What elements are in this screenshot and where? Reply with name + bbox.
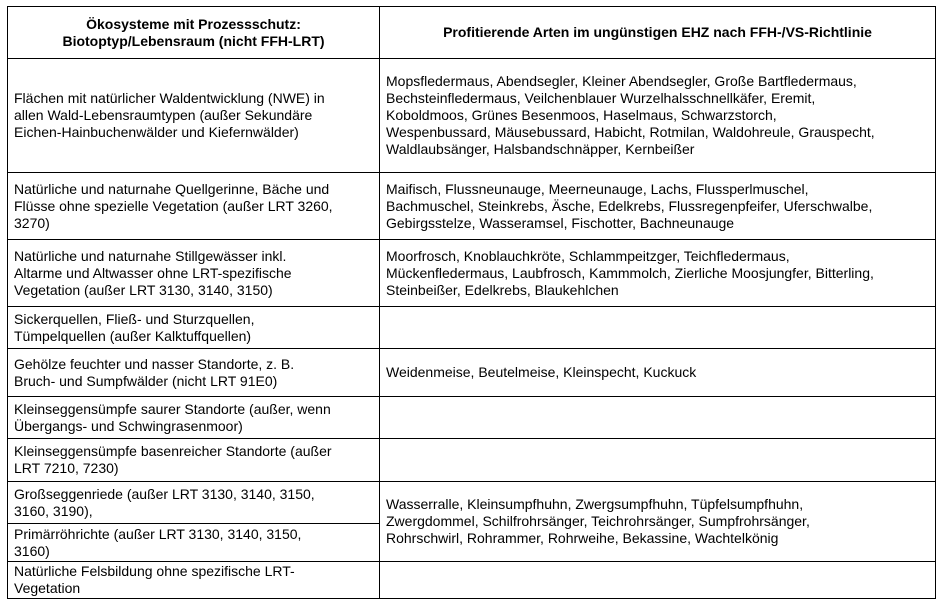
table-row [8,397,936,439]
cell-biotop: Kleinseggensümpfe basenreicher Standorte (außer LRT 7210, 7230) [8,439,380,482]
table-row [8,349,936,397]
table-header-row [8,7,936,59]
cell-arten: Mopsfledermaus, Abendsegler, Kleiner Abendsegler, Große Bartfledermaus, Bechsteinfledermaus, Veilchenblauer Wurzelhalsschnellkäfer, Eremit, Koboldmoos, Grünes Besenmoos, Haselmaus, Schwarzstorch, Wespenbussard, Mäusebussard, Habicht, Rotmilan, Waldohreule, Grauspecht, Waldlaubsänger, Halsbandschnäpper, Kernbeißer [380,59,936,173]
cell-arten: Wasserralle, Kleinsumpfhuhn, Zwergsumpfhuhn, Tüpfelsumpfhuhn, Zwergdommel, Schilfrohrsänger, Teichrohrsänger, Sumpfrohrsänger, Rohrschwirl, Rohrammer, Rohrweihe, Bekassine, Wachtelkönig [380,482,936,562]
cell-arten: Maifisch, Flussneunauge, Meerneunauge, Lachs, Flussperlmuschel, Bachmuschel, Steinkrebs, Äsche, Edelkrebs, Flussregenpfeifer, Uferschwalbe, Gebirgsstelze, Wasseramsel, Fischotter, Bachneunauge [380,173,936,240]
header-biotop: Ökosysteme mit Prozessschutz: Biotoptyp/Lebensraum (nicht FFH-LRT) [8,7,380,59]
cell-arten [380,397,936,439]
cell-biotop: Primärröhrichte (außer LRT 3130, 3140, 3150, 3160) [8,524,380,562]
table-row [8,439,936,482]
table-row [8,240,936,307]
species-table [7,6,936,599]
cell-arten [380,439,936,482]
cell-biotop: Natürliche und naturnahe Quellgerinne, Bäche und Flüsse ohne spezielle Vegetation (außer LRT 3260, 3270) [8,173,380,240]
table-row [8,59,936,173]
table-row [8,307,936,349]
cell-biotop: Flächen mit natürlicher Waldentwicklung (NWE) in allen Wald-Lebensraumtypen (außer Sekundäre Eichen-Hainbuchenwälder und Kiefernwälder) [8,59,380,173]
cell-arten [380,562,936,599]
header-arten: Profitierende Arten im ungünstigen EHZ nach FFH-/VS-Richtlinie [380,7,936,59]
cell-arten: Weidenmeise, Beutelmeise, Kleinspecht, Kuckuck [380,349,936,397]
cell-biotop: Natürliche und naturnahe Stillgewässer inkl. Altarme und Altwasser ohne LRT-spezifische Vegetation (außer LRT 3130, 3140, 3150) [8,240,380,307]
table-row [8,482,936,524]
table-row [8,562,936,599]
table-row [8,173,936,240]
cell-biotop: Kleinseggensümpfe saurer Standorte (außer, wenn Übergangs- und Schwingrasenmoor) [8,397,380,439]
cell-biotop: Großseggenriede (außer LRT 3130, 3140, 3150, 3160, 3190), [8,482,380,524]
cell-arten [380,307,936,349]
cell-biotop: Sickerquellen, Fließ- und Sturzquellen, Tümpelquellen (außer Kalktuffquellen) [8,307,380,349]
cell-biotop: Gehölze feuchter und nasser Standorte, z. B. Bruch- und Sumpfwälder (nicht LRT 91E0) [8,349,380,397]
cell-biotop: Natürliche Felsbildung ohne spezifische LRT- Vegetation [8,562,380,599]
cell-arten: Moorfrosch, Knoblauchkröte, Schlammpeitzger, Teichfledermaus, Mückenfledermaus, Laubfrosch, Kammmolch, Zierliche Moosjungfer, Bitterling, Steinbeißer, Edelkrebs, Blaukehlchen [380,240,936,307]
